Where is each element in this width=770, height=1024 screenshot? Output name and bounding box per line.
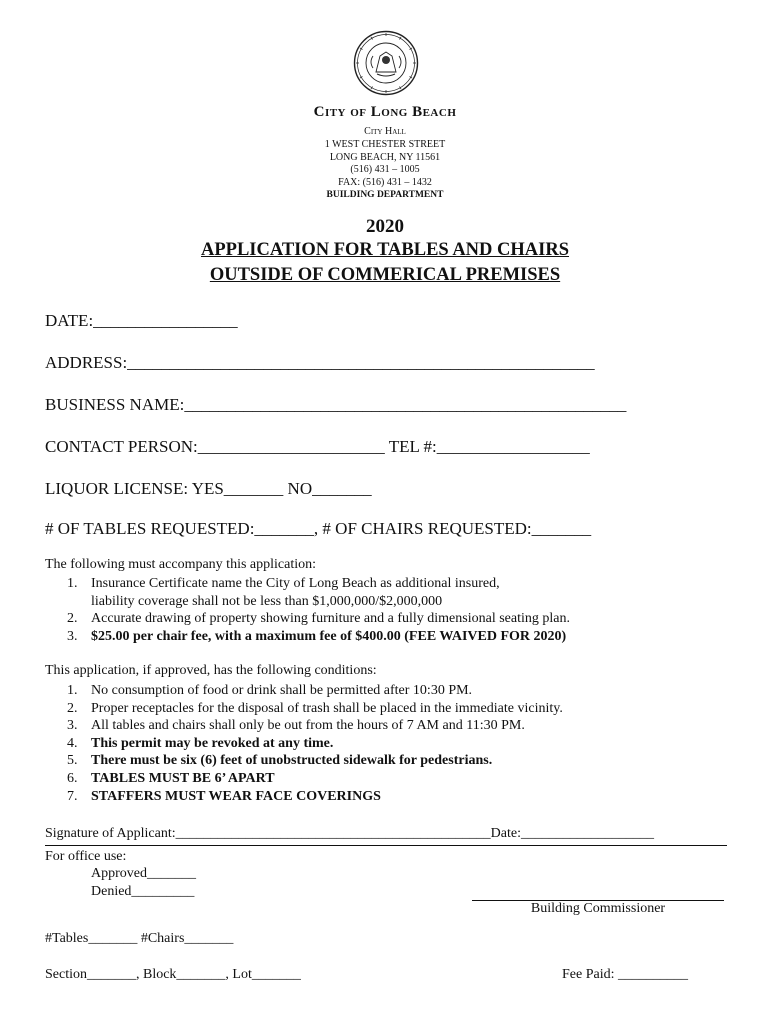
form-year: 2020 <box>366 216 404 237</box>
fee-paid-field[interactable]: Fee Paid: __________ <box>562 967 688 982</box>
list-item: 2. Accurate drawing of property showing furniture and a fully dimensional seating plan. <box>67 611 570 627</box>
list-item: 6. TABLES MUST BE 6’ APART <box>67 770 275 786</box>
section-block-lot-field[interactable]: Section_______, Block_______, Lot_______ <box>45 967 301 982</box>
list-item: 1. Insurance Certificate name the City of Long Beach as additional insured, <box>67 576 500 591</box>
list-item: 1. No consumption of food or drink shall be permitted after 10:30 PM. <box>67 683 473 698</box>
signature-date-field[interactable]: Signature of Applicant:_____________________________________________Date:___________________ <box>45 826 654 841</box>
commissioner-label: Building Commissioner <box>530 901 666 916</box>
requirements-intro: The following must accompany this application: <box>45 557 316 572</box>
phone-number: (516) 431 – 1005 <box>350 164 420 175</box>
conditions-intro: This application, if approved, has the following conditions: <box>45 663 377 678</box>
city-hall-label: City Hall <box>364 126 406 137</box>
tables-chairs-count-field[interactable]: #Tables_______ #Chairs_______ <box>45 931 234 946</box>
address-line-1: 1 WEST CHESTER STREET <box>324 139 446 150</box>
business-name-field[interactable]: BUSINESS NAME:____________________________________________________ <box>45 395 627 414</box>
form-title-line-2: OUTSIDE OF COMMERICAL PREMISES <box>209 265 561 285</box>
conditions-list <box>45 682 563 805</box>
contact-person-field[interactable]: CONTACT PERSON:______________________ TEL #:__________________ <box>45 437 590 456</box>
approved-field[interactable]: Approved_______ <box>91 866 196 881</box>
list-item: 3. $25.00 per chair fee, with a maximum fee of $400.00 (FEE WAIVED FOR 2020) <box>67 628 567 644</box>
list-item: 3. All tables and chairs shall only be out from the hours of 7 AM and 11:30 PM. <box>67 718 525 734</box>
date-field[interactable]: DATE:_________________ <box>45 311 238 330</box>
section-divider <box>45 845 727 846</box>
department-name: BUILDING DEPARTMENT <box>326 190 444 200</box>
tables-chairs-requested-field[interactable]: # OF TABLES REQUESTED:_______, # OF CHAIRS REQUESTED:_______ <box>45 519 592 538</box>
liquor-license-field[interactable]: LIQUOR LICENSE: YES_______ NO_______ <box>45 479 372 498</box>
list-item: liability coverage shall not be less than $1,000,000/$2,000,000 <box>91 593 443 609</box>
city-name: City of Long Beach <box>313 104 457 120</box>
city-seal-icon <box>353 30 419 96</box>
list-item: 7. STAFFERS MUST WEAR FACE COVERINGS <box>67 788 381 804</box>
list-item: 2. Proper receptacles for the disposal of trash shall be placed in the immediate vicinity. <box>67 700 563 716</box>
form-title-line-1: APPLICATION FOR TABLES AND CHAIRS <box>200 240 569 260</box>
list-item: 5. There must be six (6) feet of unobstructed sidewalk for pedestrians. <box>67 753 493 769</box>
requirements-list <box>45 575 570 645</box>
address-line-2: LONG BEACH, NY 11561 <box>329 151 441 163</box>
list-item: 4. This permit may be revoked at any time. <box>67 735 334 751</box>
denied-field[interactable]: Denied_________ <box>91 884 195 899</box>
office-use-title: For office use: <box>45 849 127 864</box>
fax-number: FAX: (516) 431 – 1432 <box>338 176 432 188</box>
address-field[interactable]: ADDRESS:_______________________________________________________ <box>45 353 595 372</box>
